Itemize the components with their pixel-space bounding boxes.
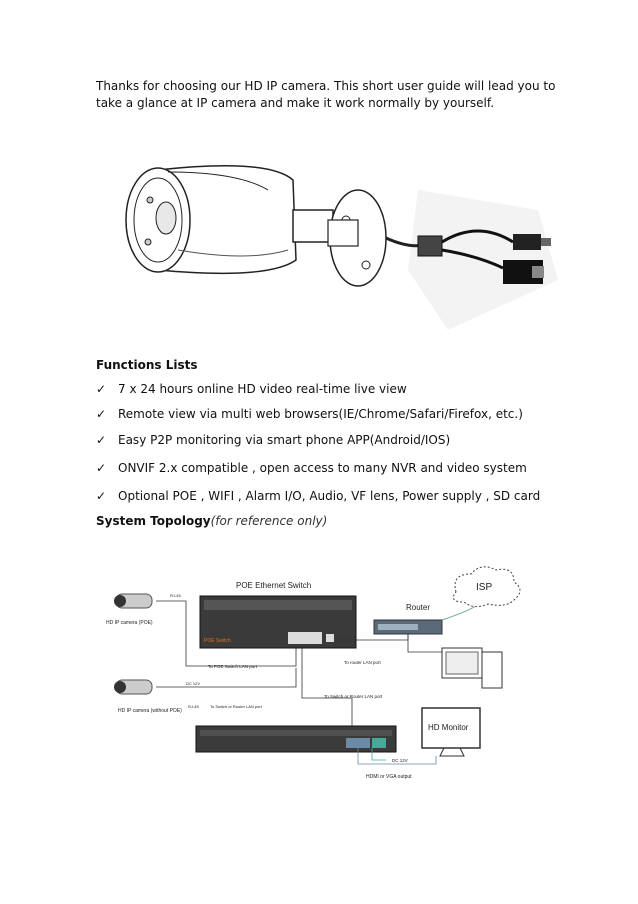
to-switch-router-lan-label: To Switch or Router LAN port	[210, 704, 262, 709]
to-poe-lan-label: To POE Switch LAN port	[208, 664, 258, 669]
feature-item: ✓ Optional POE , WIFI , Alarm I/O, Audio, VF lens, Power supply , SD card	[96, 489, 541, 503]
feature-item: ✓ ONVIF 2.x compatible , open access to many NVR and video system	[96, 461, 527, 475]
rj45-bottom-label: RJ-45	[188, 704, 199, 709]
functions-title: Functions Lists	[96, 358, 198, 372]
monitor-label: HD Monitor	[428, 723, 469, 732]
feature-item: ✓ 7 x 24 hours online HD video real-time live view	[96, 382, 407, 396]
camera-poe-label: HD IP camera (POE)	[106, 620, 153, 626]
intro-paragraph: Thanks for choosing our HD IP camera. This short user guide will lead you to take a glance at IP camera and make it work normally by yourself.	[96, 79, 556, 110]
feature-item: ✓ Remote view via multi web browsers(IE/Chrome/Safari/Firefox, etc.)	[96, 407, 523, 421]
router-label: Router	[406, 603, 431, 612]
checkmark-icon: ✓	[96, 461, 107, 475]
system-topology-diagram	[96, 562, 536, 792]
isp-label: ISP	[476, 582, 493, 593]
rj45-top-label: RJ-45	[170, 593, 181, 598]
switch-label: POE Ethernet Switch	[236, 581, 312, 590]
to-switch-or-router-label: To Switch or Router LAN port	[324, 694, 383, 699]
hdmi-label: HDMI or VGA output	[366, 774, 412, 780]
topology-title: System Topology(for reference only)	[96, 514, 328, 528]
feature-item: ✓ Easy P2P monitoring via smart phone APP(Android/IOS)	[96, 433, 451, 447]
checkmark-icon: ✓	[96, 382, 107, 396]
camera-no-poe-label: HD IP camera (without POE)	[118, 708, 182, 714]
checkmark-icon: ✓	[96, 407, 107, 421]
switch-brand-label: POE Switch	[204, 638, 231, 644]
dc12v-nvr-label: DC 12V	[392, 758, 408, 763]
dc12v-camera-label: DC 12V	[186, 681, 201, 686]
to-router-lan-label: To router LAN port	[344, 660, 381, 665]
checkmark-icon: ✓	[96, 489, 107, 503]
bullet-camera-illustration	[118, 150, 578, 350]
checkmark-icon: ✓	[96, 433, 107, 447]
